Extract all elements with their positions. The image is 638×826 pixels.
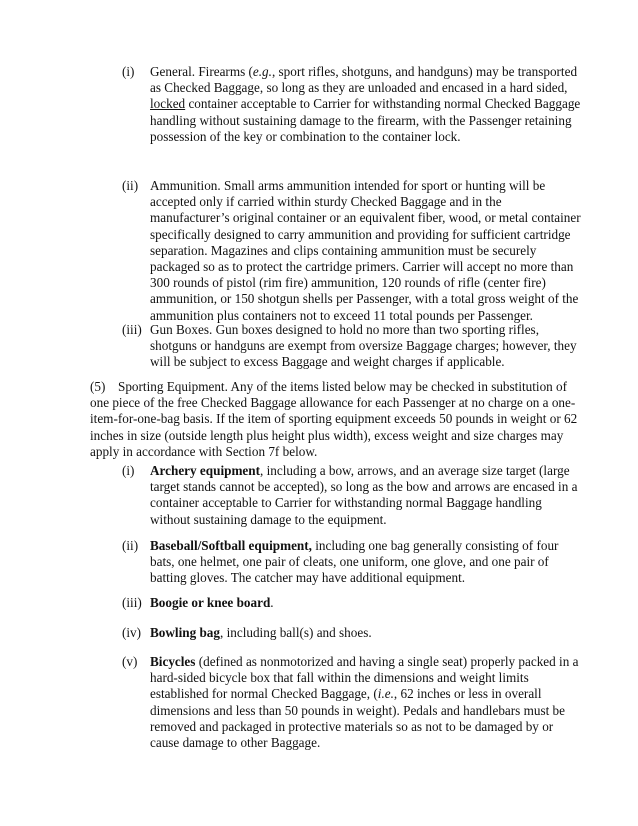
- italic-segment: e.g.: [252, 64, 272, 79]
- item-marker: (iii): [122, 595, 142, 610]
- item-marker: (ii): [122, 178, 139, 193]
- text-segment: , including a bow, arrows, and an average size target (large target stands cannot be accepted), so long as the bow and arrows are encased in a container acceptable to Carrier for withstanding normal Baggage handling without sustaining damage to the equipment.: [150, 463, 578, 527]
- item-marker: (v): [122, 654, 138, 669]
- bicycles-item: [122, 654, 582, 751]
- item-marker: (i): [122, 463, 135, 478]
- item-marker: (iii): [122, 322, 142, 337]
- underlined-segment: locked: [150, 96, 186, 112]
- archery-item: [122, 463, 582, 528]
- section-marker: (5): [90, 379, 106, 394]
- baseball-text: [150, 538, 582, 587]
- item-marker: (ii): [122, 538, 139, 553]
- item-lead: Bicycles: [150, 654, 196, 669]
- item-lead: Baseball/Softball equipment,: [150, 538, 312, 553]
- firearms-ammunition-text: Ammunition. Small arms ammunition intended for sport or hunting will be accepted only if carried within sturdy Checked Baggage and in the manufacturer’s original container or an equivalent fiber, wood, or metal container specifically designed to carry ammunition and providing for sufficient cartridge separation. Magazines and clips containing ammunition must be securely packaged so as to protect the cartridge primers. Carrier will accept no more than 300 rounds of pistol (rim fire) ammunition, 120 rounds of rifle (center fire) ammunition, or 150 shotgun shells per Passenger, with a total gross weight of the ammunition plus containers not to exceed 11 total pounds per Passenger.: [150, 178, 581, 323]
- firearms-ammunition-item: [122, 178, 582, 324]
- item-lead: Bowling bag: [150, 625, 220, 640]
- text-segment: , sport rifles, shotguns, and handguns) may be transported as Checked Baggage, so long as they are unloaded and encased in a hard sided,: [150, 64, 578, 96]
- text-segment: , 62 inches or less in overall dimensions and less than 50 pounds in weight). Pedals and handlebars must be removed and packaged in protective materials so as not to be damaged by or cause damage to other Baggage.: [150, 686, 565, 751]
- firearms-gun-boxes-text: Gun Boxes. Gun boxes designed to hold no more than two sporting rifles, shotguns or handguns are exempt from oversize Baggage charges; however, they will be subject to excess Baggage and weight charges if applicable.: [150, 322, 577, 370]
- text-segment: General. Firearms (: [150, 64, 253, 79]
- item-lead: Archery equipment: [150, 463, 261, 478]
- bicycles-text: [150, 654, 582, 751]
- firearms-gun-boxes-item: [122, 322, 582, 371]
- sporting-equipment-text: Sporting Equipment. Any of the items listed below may be checked in substitution of one piece of the free Checked Baggage allowance for each Passenger at no charge on a one-item-for-one-bag basis. If the item of sporting equipment exceeds 50 pounds in weight or 62 inches in size (outside length plus height plus width), excess weight and size charges may apply in accordance with Section 7f below.: [90, 379, 578, 459]
- italic-segment: i.e.: [377, 686, 394, 702]
- baseball-item: [122, 538, 582, 587]
- boogie-text: [150, 595, 582, 611]
- archery-text: [150, 463, 582, 528]
- text-segment: including one bag generally consisting of four bats, one helmet, one pair of cleats, one uniform, one glove, and one pair of batting gloves. The catcher may have additional equipment.: [150, 538, 559, 586]
- item-marker: (i): [122, 64, 135, 79]
- boogie-item: [122, 595, 582, 611]
- text-segment: .: [270, 595, 274, 610]
- item-marker: (iv): [122, 625, 142, 640]
- bowling-text: [150, 625, 582, 641]
- text-segment: container acceptable to Carrier for withstanding normal Checked Baggage handling without sustaining damage to the firearm, with the Passenger retaining possession of the key or combination to the container lock.: [150, 96, 581, 144]
- sporting-equipment-paragraph: [90, 379, 582, 460]
- firearms-general-text: [150, 64, 582, 145]
- text-segment: (defined as nonmotorized and having a single seat) properly packed in a hard-sided bicycle box that fall within the dimensions and weight limits established for normal Checked Baggage, (: [150, 654, 579, 702]
- text-segment: , including ball(s) and shoes.: [220, 625, 372, 640]
- item-lead: Boogie or knee board: [150, 595, 271, 610]
- bowling-item: [122, 625, 582, 641]
- firearms-general-item: [122, 64, 582, 145]
